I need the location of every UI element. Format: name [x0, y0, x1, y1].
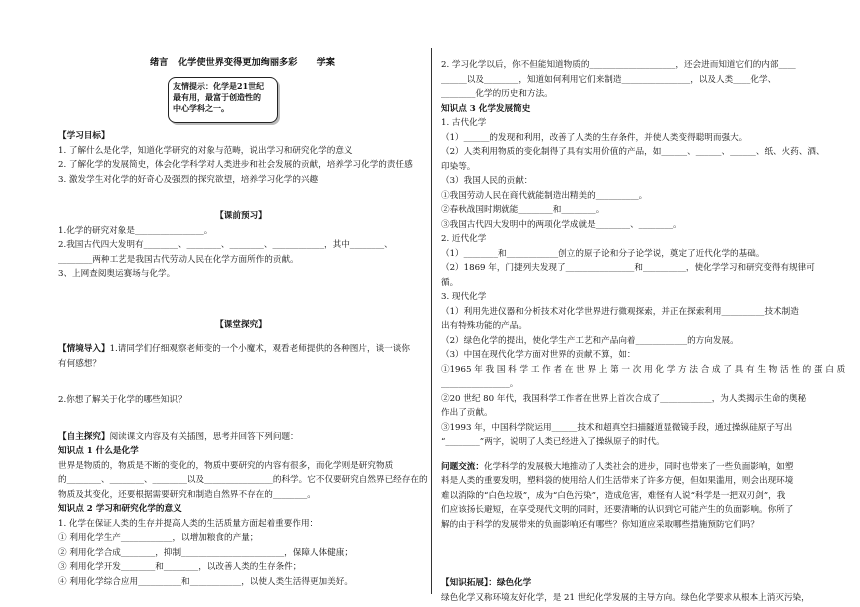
- right-column: [441, 58, 846, 605]
- problem-heading: 问题交流：: [441, 461, 484, 472]
- p2-text: 2. 学习化学以后，你不但能知道物质的____________________，还会进而知道它们的内部____: [441, 60, 796, 70]
- tip-line: 最有用，最富于创造性的: [173, 92, 261, 102]
- left-column: [58, 55, 428, 589]
- kp2-text: 1. 化学在保证人类的生存并提高人类的生活质量方面起着重要作用：: [58, 518, 319, 529]
- goal-item: 1. 了解什么是化学，知道化学研究的对象与范畴，说出学习和研究化学的意义: [58, 145, 353, 156]
- kp3-text: ①我国劳动人民在商代就能制造出精美的__________。: [441, 190, 648, 201]
- p2-text: ________化学的历史和方法。: [441, 89, 553, 99]
- goals-heading: 【学习目标】: [58, 131, 110, 141]
- problem-text: 料是人类的重要发明，塑料袋的使用给人们生活带来了许多方便，但如果滥用，则会出现环境: [441, 476, 794, 486]
- self-study-text: 阅读课文内容及有关插图，思考并回答下列问题：: [109, 431, 299, 442]
- question-2: 2.你想了解关于化学的哪些知识？: [58, 395, 187, 405]
- p2-text: ______以及________，知道如何利用它们来制造________________，以及人类____化学、: [441, 74, 777, 85]
- kp3-text: 3. 现代化学: [441, 292, 487, 302]
- extension-line: [441, 576, 811, 591]
- kp3-text: ①1965 年 我 国 科 学 工 作 者 在 世 界 上 第 一 次 用 化 学 方 法 合 成 了 具 有 生 物 活 性 的 蛋 白 质: [441, 364, 846, 375]
- tip-line: 中心学科之一。: [173, 103, 229, 113]
- kp2-text: ③ 利用化学开发________和________，以改善人类的生存条件；: [58, 562, 302, 572]
- kp3-text: ________________。: [441, 379, 519, 389]
- kp3-text: （1）______的发现和利用，改善了人类的生存条件，并使人类变得聪明而强大。: [441, 132, 748, 143]
- extension-text: 绿色化学又称环境友好化学，是 21 世纪化学发展的主导方向。绿色化学要求从根本上消灭污染，: [441, 592, 810, 603]
- kp3-text: “________”两字，说明了人类已经进入了操纵原子的时代。: [441, 437, 665, 447]
- kp2-heading: 知识点 2 学习和研究化学的意义: [58, 504, 182, 514]
- preview-item: 3、上网查阅奥运赛场与化学。: [58, 269, 176, 279]
- extension-heading: 【知识拓展】: [441, 578, 489, 588]
- problem-text: 们应该扬长避短，在享受现代文明的同时，还要清晰的认识到它可能产生的负面影响。你所了: [441, 505, 794, 515]
- kp1-heading: 知识点 1 什么是化学: [58, 446, 139, 456]
- kp3-text: ②春秋战国时期就能________和________。: [441, 205, 605, 215]
- preview-item: 1.化学的研究对象是________________。: [58, 225, 213, 236]
- problem-line: [441, 460, 811, 475]
- kp3-text: （3）我国人民的贡献：: [441, 176, 533, 186]
- kp3-text: （1）________和____________创立的原子论和分子论学说，奠定了近代化学的基础。: [441, 248, 765, 259]
- kp2-text: ② 利用化学合成________，抑制________________________，保障人体健康；: [58, 547, 353, 558]
- preview-item: 2.我国古代四大发明有________、________、________、____________，其中________、: [58, 240, 393, 250]
- intro-line: [58, 342, 424, 357]
- kp3-heading: 知识点 3 化学发展简史: [441, 103, 531, 114]
- kp1-text: 的________、________、________以及________________的科学。它不仅要研究自然界已经存在的: [58, 475, 428, 485]
- column-divider: [431, 48, 432, 594]
- kp3-text: 印染等。: [441, 161, 476, 172]
- kp3-text: （2）绿色化学的提出，使化学生产工艺和产品向着____________的方向发展。: [441, 335, 739, 346]
- goal-item: 3. 激发学生对化学的好奇心及强烈的探究欲望，培养学习化学的兴趣: [58, 174, 319, 185]
- kp3-text: ③我国古代四大发明中的两项化学成就是________、________。: [441, 219, 682, 230]
- self-study-heading: 【自主探究】: [58, 431, 110, 442]
- self-study-line: [58, 430, 424, 445]
- preview-heading: 【课前预习】: [215, 211, 267, 221]
- intro-text: 1.请同学们仔细观察老师变的一个小魔术，观看老师提供的各种图片，谈一谈你: [109, 344, 410, 354]
- kp3-text: 作出了贡献。: [441, 408, 493, 418]
- kp3-text: ②20 世纪 80 年代，我国科学工作者在世界上首次合成了____________，为人类揭示生命的奥秘: [441, 393, 807, 404]
- kp3-text: 循。: [441, 277, 459, 288]
- kp3-text: 1. 古代化学: [441, 118, 487, 128]
- kp3-text: （3）中国在现代化学方面对世界的贡献不算，如：: [441, 350, 636, 360]
- kp3-text: 2. 近代化学: [441, 234, 487, 244]
- kp3-text: （2）1869 年，门捷列夫发现了________________和__________，使化学学习和研究变得有规律可: [441, 263, 815, 273]
- class-heading: 【课堂探究】: [215, 319, 267, 330]
- intro-heading: 【情境导入】: [58, 344, 110, 354]
- kp3-text: （2）人类利用物质的变化制得了具有实用价值的产品，如______、______、______、纸、火药、酒、: [441, 147, 825, 157]
- preview-item: ________两种工艺是我国古代劳动人民在化学方面所作的贡献。: [58, 254, 299, 265]
- problem-text: 解的由于科学的发展带来的负面影响还有哪些？你知道应采取哪些措施预防它们吗？: [441, 519, 759, 530]
- kp3-text: （1）利用先进仪器和分析技术对化学世界进行微观探索，并正在探索利用__________技术制造: [441, 306, 799, 317]
- tip-box: [168, 77, 278, 123]
- page-title: 绪言 化学使世界变得更加绚丽多彩 学案: [150, 57, 335, 68]
- kp1-text: 物质及其变化，还要根据需要研究和制造自然界不存在的________。: [58, 489, 316, 500]
- kp2-text: ① 利用化学生产____________，以增加粮食的产量；: [58, 533, 259, 543]
- problem-text: 化学科学的发展极大地推动了人类社会的进步，同时也带来了一些负面影响，如塑: [483, 461, 794, 472]
- kp2-text: ④ 利用化学综合应用__________和____________，以使人类生活得更加美好。: [58, 576, 353, 587]
- tip-line: 友情提示：化学是21世纪: [173, 81, 265, 91]
- kp1-text: 世界是物质的，物质是不断的变化的，物质中要研究的内容有很多，而化学则是研究物质: [58, 460, 394, 471]
- intro-text: 有何感想？: [58, 358, 101, 369]
- goal-item: 2. 了解化学的发展简史，体会化学科学对人类进步和社会发展的贡献，培养学习化学的责任感: [58, 160, 413, 170]
- problem-text: 难以消除的“白色垃圾”，成为“白色污染”，造成危害，难怪有人说“科学是一把双刃剑”，我: [441, 490, 786, 501]
- kp3-text: 出有特殊功能的产品。: [441, 321, 527, 331]
- extension-title: ：绿色化学: [488, 578, 532, 588]
- kp3-text: ③1993 年，中国科学院运用______技术和超真空扫描隧道显微镜手段，通过操纵硅原子写出: [441, 422, 793, 433]
